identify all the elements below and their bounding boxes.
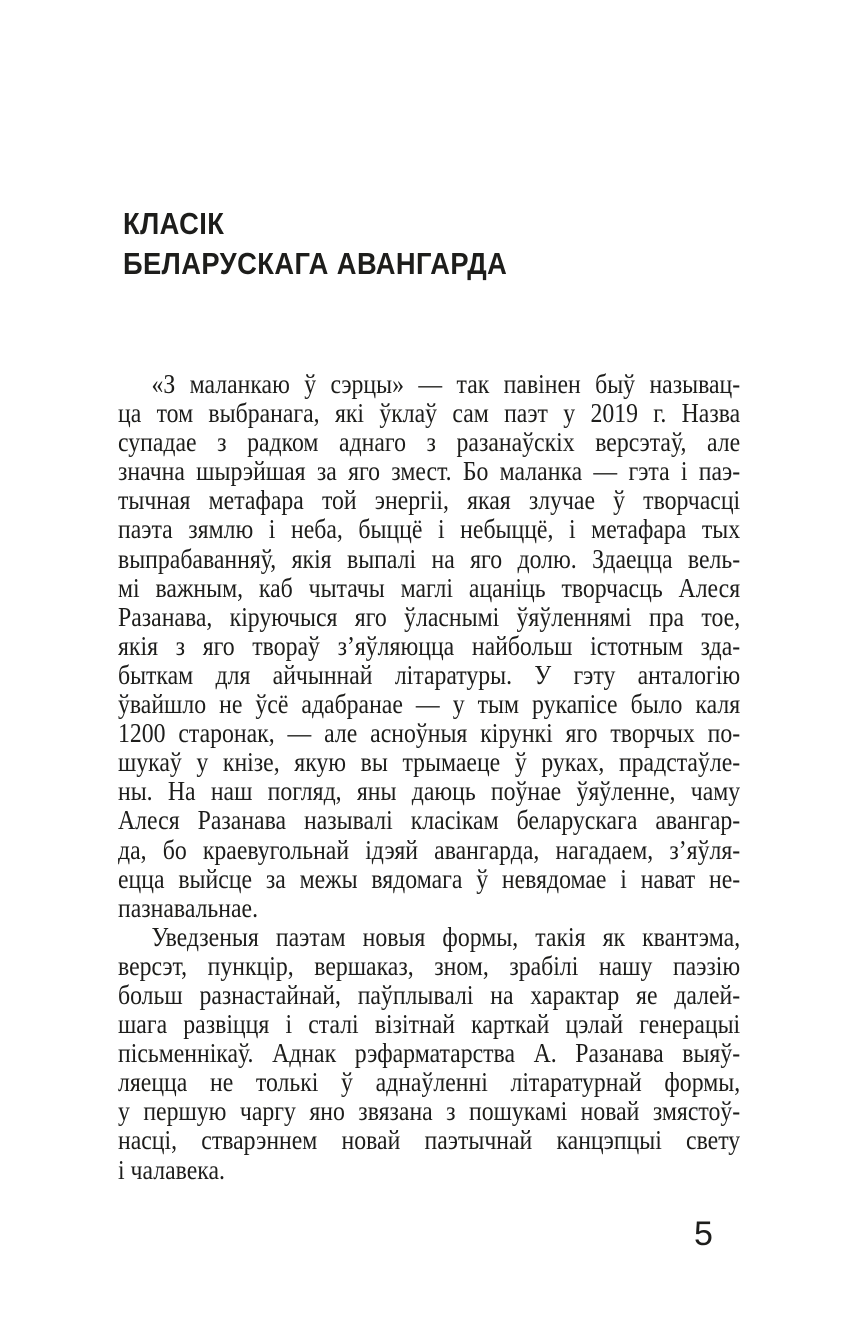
text-line: пазнавальнае. — [118, 893, 259, 923]
text-line: да, бо краевугольнай ідэяй авангарда, нагадаем, з’яўля- — [118, 835, 741, 865]
body-text — [118, 370, 740, 1185]
text-line: ляецца не толькі ў аднаўленні літаратурнай формы, — [118, 1068, 741, 1098]
text-line: ны. На наш погляд, яны даюць поўнае ўяўленне, чаму — [118, 777, 741, 807]
text-line: больш разнастайнай, паўплывалі на характар яе далей- — [118, 980, 741, 1010]
text-line: пісьменнікаў. Аднак рэфарматарства А. Разанава выяў- — [118, 1039, 741, 1069]
text-line: тычная метафара той энергіі, якая злучае ў творчасці — [118, 486, 741, 516]
text-line: Разанава, кіруючыся яго ўласнымі ўяўленнямі пра тое, — [118, 602, 741, 632]
text-line: шага развіцця і сталі візітнай карткай цэлай генерацыі — [118, 1010, 741, 1040]
chapter-title-line-1: КЛАСІК — [123, 206, 225, 241]
text-line: выпрабаванняў, якія выпалі на яго долю. Здаецца вель- — [118, 544, 741, 574]
text-line: Уведзеныя паэтам новыя формы, такія як квантэма, — [151, 922, 741, 952]
text-line: ецца выйсце за межы вядомага ў невядомае і нават не- — [118, 864, 741, 894]
text-line: ца том выбранага, які ўклаў сам паэт у 2019 г. Назва — [118, 399, 741, 429]
text-line: «З маланкаю ў сэрцы» — так павінен быў называц- — [151, 370, 741, 399]
text-line: мі важным, каб чытачы маглі ацаніць творчасць Алеся — [118, 573, 741, 603]
text-line: насці, стварэннем новай паэтычнай канцэпцыі свету — [118, 1126, 741, 1156]
text-line: ўвайшло не ўсё адабранае — у тым рукапісе было каля — [118, 690, 741, 720]
page-number: 5 — [694, 1215, 713, 1253]
chapter-title-line-2: БЕЛАРУСКАГА АВАНГАРДА — [123, 246, 508, 281]
text-line: 1200 старонак, — але асноўныя кірункі яго творчых по- — [118, 719, 741, 749]
text-line: у першую чаргу яно звязана з пошукамі новай змястоў- — [118, 1097, 741, 1127]
paragraph — [118, 370, 740, 923]
chapter-title — [123, 204, 507, 284]
text-line: паэта зямлю і неба, быццё і небыццё, і метафара тых — [118, 515, 741, 545]
paragraph — [118, 923, 740, 1185]
text-line: супадае з радком аднаго з разанаўскіх версэтаў, але — [118, 428, 741, 458]
text-line: Алеся Разанава называлі класікам беларускага авангар- — [118, 806, 741, 836]
text-line: быткам для айчыннай літаратуры. У гэту анталогію — [118, 660, 741, 690]
text-line: версэт, пункцір, вершаказ, зном, зрабілі нашу паэзію — [118, 951, 741, 981]
text-line: якія з яго твораў з’яўляюцца найбольш істотным зда- — [118, 631, 741, 661]
text-line: шукаў у кнізе, якую вы трымаеце ў руках, прадстаўле- — [118, 748, 741, 778]
text-line: значна шырэйшая за яго змест. Бо маланка — гэта і паэ- — [118, 457, 741, 487]
text-line: і чалавека. — [118, 1155, 225, 1185]
